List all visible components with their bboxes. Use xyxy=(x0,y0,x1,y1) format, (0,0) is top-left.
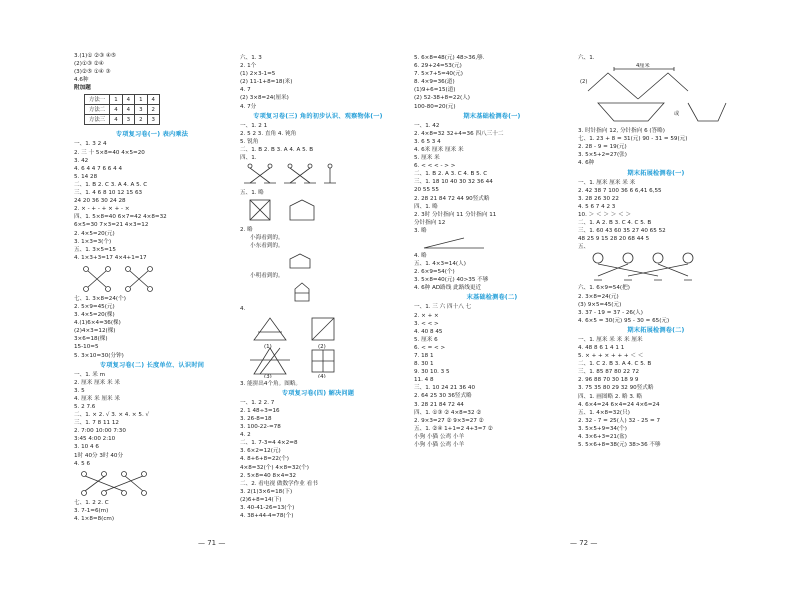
answer-line: 100-80=20(元) xyxy=(414,103,456,110)
addon-title: 附加题 xyxy=(74,85,91,92)
answer-line: 20 55 55 xyxy=(414,187,439,194)
answer-line: 二、1. B 2. A 3. C 4. B 5. C xyxy=(414,171,488,178)
answer-line: (2)4×3=12(棵) xyxy=(74,328,116,335)
house-figure xyxy=(240,252,350,270)
answer-line: 三、1. 10 24 21 36 40 xyxy=(414,385,476,392)
route-figure xyxy=(414,236,514,250)
answer-line: 3. 28 21 84 72 44 xyxy=(414,401,464,408)
answer-line: 2. 4×5=20(元) xyxy=(74,230,115,237)
answer-line: 24 20 36 30 24 28 xyxy=(74,198,126,205)
answer-line: 4. 5 6 xyxy=(74,460,91,467)
answer-line: 2. 1个 xyxy=(240,63,257,70)
answer-line: 一、1. 厘米 厘米 米 米 xyxy=(578,179,636,186)
method-table xyxy=(84,94,160,125)
figure-label: (3) xyxy=(264,373,272,378)
answer-line: 4. 6×4=24 6×4=24 4×6=24 xyxy=(578,401,660,408)
answer-line: 3. 1×3=3(个) xyxy=(74,238,112,245)
answer-line: 4. 48 8 6 1 4 1 1 xyxy=(578,344,625,351)
answer-line: 3. 75 35 80 29 32 90竖式略 xyxy=(578,385,654,392)
section-title: 专项复习卷(二) 长度单位、认识时间 xyxy=(99,361,205,369)
page-number: — 72 — xyxy=(570,539,598,547)
answer-line: 4. 2 xyxy=(240,432,251,439)
answer-line: 五、1. 4×8=32(只) xyxy=(578,409,630,416)
answer-line: 一、1. 厘米 米 米 米 厘米 xyxy=(578,336,643,343)
ruler-label: 4厘米 xyxy=(636,63,650,70)
answer-line: 8. 30 1 xyxy=(414,361,434,368)
answer-line: 二、2. 看电视 做数学作业 看书 xyxy=(240,480,318,487)
section-title: 专项复习卷(四) 解决问题 xyxy=(281,389,355,397)
answer-line: 四、1. xyxy=(240,155,257,162)
geometry-figure xyxy=(240,314,360,378)
answer-line: 一、1. 3 2 4 xyxy=(74,141,107,148)
answer-line: 4. 7 xyxy=(240,87,251,94)
answer-line: 2. 三 十 5×8=40 4×5=20 xyxy=(74,149,145,156)
answer-line: (1) 2×3-1=5 xyxy=(240,71,276,78)
answer-line: 3. 略 xyxy=(414,227,427,234)
answer-line: 2. 96 88 70 30 18 9 9 xyxy=(578,377,639,384)
answer-line: 2. 9×3=27 ② 9×3=27 ② xyxy=(414,417,484,424)
section-title: 期末拓展检测卷(二) xyxy=(627,326,685,334)
answer-line: 3. 26-8=18 xyxy=(240,415,272,422)
answer-line: 4. 6种 AD路线 此路线更近 xyxy=(414,285,482,292)
answer-line: 四、1. ①③ ② 4×8=32 ② xyxy=(414,409,482,416)
answer-line: 七、1. 3×8=24(个) xyxy=(74,295,126,302)
answer-line: 小狗 小猫 公鸡 小羊 xyxy=(414,433,465,440)
answer-line: 2. 3×8=24(元) xyxy=(578,293,619,300)
answer-line: 4. 3×6+3=21(盆) xyxy=(578,434,627,440)
answer-line: (2)①③ ②④ xyxy=(74,61,104,68)
answer-line: 五、1. 4×3=14(人) xyxy=(414,261,466,268)
answer-line: 2. 厘米 厘米 米 米 xyxy=(74,379,121,386)
answer-line: 3. 100-22-=78 xyxy=(240,424,281,431)
answer-line: 5. 5×6+8=38(元) 38>36 不够 xyxy=(578,442,661,449)
answer-line: 2. 略 xyxy=(240,227,253,234)
answer-line: 3:45 4:00 2:10 xyxy=(74,436,116,443)
answer-line: 5. 2 7.6 xyxy=(74,404,96,410)
answer-line: 3. 5×8=40(元) 40>35 不够 xyxy=(414,277,489,284)
answer-line: 4. 略 xyxy=(414,252,427,259)
table-row: 方法一 1 4 1 4 xyxy=(85,95,160,105)
answer-line: 四、1. 略 xyxy=(414,203,438,210)
answer-line: 6. < = < > xyxy=(414,344,446,351)
answer-line: 6. 29+24=53(元) xyxy=(414,63,462,70)
answer-line: 1时 40分 3时 40分 xyxy=(74,452,124,459)
answer-line: 小狗 小猫 公鸡 小羊 xyxy=(414,442,465,449)
answer-line: 3. 2(1)3×6=18(下) xyxy=(240,488,293,495)
answer-line: 4.6种 xyxy=(74,77,89,84)
answer-line: 2. 3时 分针指向 11 分针指向 11 xyxy=(414,211,497,218)
answer-line: 48 25 9 15 28 20 68 44 5 xyxy=(578,236,650,243)
page71-col1 xyxy=(74,52,230,523)
answer-line: 11. 4 8 xyxy=(414,377,434,384)
view-label: 小明看到的。 xyxy=(250,272,284,279)
answer-line: 3. 10 4 6 xyxy=(74,444,99,451)
section-title: 末基础检测卷(二) xyxy=(466,294,518,302)
answer-line: 4. xyxy=(240,305,246,312)
answer-line: 3. 4×5=20(棵) xyxy=(74,312,115,319)
answer-line: 4. 7分 xyxy=(240,103,257,110)
answer-line: 3. 能拼出4个角。图略。 xyxy=(240,380,302,387)
answer-line: 2. 1 48÷3=16 xyxy=(240,407,280,414)
answer-line: (2)6+8=14(下) xyxy=(240,496,282,503)
answer-line: 2. 42 38 7 100 36 6 6,41 6,55 xyxy=(578,187,662,194)
answer-line: 6×5=30 7×3=21 4×3=12 xyxy=(74,222,149,229)
answer-line: 10. ＞ ＜ ＞ ＞ ＜ ＞ xyxy=(578,211,632,218)
answer-line: 4. 5 6 7 4 2 3 xyxy=(578,203,616,210)
clock-matching-figure xyxy=(74,469,174,497)
answer-line: 五、1. 略 xyxy=(240,190,264,197)
answer-line: 四、1. 画图略 2. 略 3. 略 xyxy=(578,393,643,400)
answer-line: 一、1. 米 m xyxy=(74,371,106,378)
angle-matching-figure xyxy=(240,163,350,187)
answer-line: 3.(1)① ②③ ④⑤ xyxy=(74,53,116,59)
answer-line: 三、1. 60 43 60 35 27 40 65 52 xyxy=(578,228,666,235)
answer-line: (3) 9×5=45(元) xyxy=(578,301,622,308)
answer-line: 6. < < < - > > xyxy=(414,163,456,170)
answer-line: 15-10=5 xyxy=(74,344,99,351)
answer-line: 2. 32 - 7 = 25(人) 32 - 25 = 7 xyxy=(578,417,661,424)
answer-line: 3. 28 26 30 22 xyxy=(578,195,619,202)
answer-line: 六、1. xyxy=(578,55,595,61)
answer-line: 3. < < > xyxy=(414,320,439,327)
page-number: — 71 — xyxy=(198,539,226,547)
answer-line: 2. 28 21 84 72 44 90竖式略 xyxy=(414,195,490,202)
answer-line: 三、1. 7 8 11 12 xyxy=(74,420,119,427)
figure-label: (2) xyxy=(318,343,326,350)
answer-line: 3. 6×2=12(元) xyxy=(240,448,281,455)
answer-line: 7. 5×7+5=40(元) xyxy=(414,71,463,78)
answer-line: 2. 6×9=54(个) xyxy=(414,269,455,276)
answer-line: 3. 40-41-26=13(个) xyxy=(240,505,295,511)
answer-line: 三、1. 85 87 80 22 72 xyxy=(578,369,640,376)
answer-line: 七、1. 2 2. C xyxy=(74,499,109,506)
answer-line: 3. 时针指向 12, 分针指向 6 (答略) xyxy=(578,128,665,135)
answer-line: 四、1. 5×8=40 6×7=42 4×8=32 xyxy=(74,214,167,221)
box-figure xyxy=(240,281,350,303)
answer-line: 2. 4×8=32 32+4=36 四八三十二 xyxy=(414,130,504,137)
answer-line: 3. 5×5+9=34(个) xyxy=(578,425,627,432)
answer-line: 4. 6米 厘米 厘米 米 xyxy=(414,146,464,153)
answer-line: 5. 3×10=30(分钟) xyxy=(74,352,124,359)
answer-line: 一、1. 三 六 四十八 七 xyxy=(414,304,472,311)
answer-line: (3)②⑤ ①④ ③ xyxy=(74,69,111,76)
answer-line: 3. 7-1=6(m) xyxy=(74,507,109,514)
page-72 xyxy=(400,0,800,592)
page71-col2 xyxy=(240,54,396,520)
answer-line: 9. 30 10. 3 5 xyxy=(414,369,450,376)
table-row: 方法二 4 4 3 2 xyxy=(85,105,160,115)
answer-line: 二、1. C 2. B 3. A 4. C 5. B xyxy=(578,361,652,368)
answer-line: 五、1. ②④ 1+1=2 4+3=7 ② xyxy=(414,425,493,432)
answer-line: 4. 厘米 米 厘米 米 xyxy=(74,395,121,402)
figure-label: 或 xyxy=(674,111,680,118)
answer-line: 5. 6×8=48(元) 48>36,够. xyxy=(414,55,485,61)
answer-line: 3. 5 xyxy=(74,387,85,394)
answer-line: 4. 8+6+8=22(个) xyxy=(240,456,289,463)
page72-col2 xyxy=(578,54,734,449)
answer-line: 二、1. 7-3=4 4×2=8 xyxy=(240,440,298,447)
answer-line: 5. × + + × + + + ＜ ＜ xyxy=(578,353,644,360)
answer-line: 2. 7:00 10:00 7:30 xyxy=(74,428,126,435)
answer-line: 六、1. 6×9=54(把) xyxy=(578,285,630,292)
answer-line: 六、1. 3 xyxy=(240,55,262,61)
answer-line: 3. 42 xyxy=(74,157,89,164)
view-label: 小海看到的。 xyxy=(250,235,284,242)
answer-line: 7. 18 1 xyxy=(414,353,434,359)
section-title: 专项复习卷(三) 角的初步认识、观察物体(一) xyxy=(253,112,383,120)
answer-line: 8. 4×9=36(道) xyxy=(414,79,455,86)
page72-col1 xyxy=(414,54,570,449)
answer-line: 4. 38+44-4=78(个) xyxy=(240,513,294,520)
answer-line: (2) 3×8=24(厘米) xyxy=(240,95,289,102)
answer-line: (2) 52-38+8=22(人) xyxy=(414,95,470,102)
answer-line: 2. × - + - + × + - × xyxy=(74,206,130,213)
answer-line: 5. 厘米 6 xyxy=(414,336,438,343)
answer-line: 一、1. 42 xyxy=(414,122,440,129)
answer-line: 3. 37 - 19 = 37 - 26(人) xyxy=(578,309,643,316)
answer-line: 5. 厘米 米 xyxy=(414,155,440,162)
answer-line: 4. 6×5 = 30(元) 95 - 30 = 65(元) xyxy=(578,317,670,324)
section-title: 期末拓展检测卷(一) xyxy=(627,169,685,177)
answer-line: (1)9+6=15(道) xyxy=(414,87,456,94)
answer-line: 二、1. A 2. B 3. C 4. C 5. B xyxy=(578,220,652,227)
answer-line: 5. 锐角 xyxy=(240,138,259,145)
answer-line: 2. 5×8=40 8×4=32 xyxy=(240,472,297,479)
answer-line: 2. 28 - 9 = 19(元) xyxy=(578,144,627,151)
answer-line: 二、1. B 2. C 3. A 4. A 5. C xyxy=(74,181,148,188)
answer-line: 3. 6 5 3 4 xyxy=(414,138,441,145)
view-label: 小东看到的。 xyxy=(250,243,284,250)
answer-line: 5. 14 28 xyxy=(74,173,98,180)
answer-line: 4. 6种 xyxy=(578,160,595,167)
answer-line: 七、1. 23 + 8 = 31(元) 90 - 31 = 59(元) xyxy=(578,136,688,143)
answer-line: 2. × + × xyxy=(414,312,439,319)
answer-line: 4.(1)6×4=36(棵) xyxy=(74,320,121,327)
answer-line: 分针指向 12 xyxy=(414,219,446,226)
answer-line: 一、1. 2 2. 7 xyxy=(240,399,275,406)
shape-drawing-figure xyxy=(578,63,728,125)
table-row: 方法三 4 3 2 3 xyxy=(85,115,160,125)
answer-line: 三、1. 4 6 8 10 12 15 63 xyxy=(74,190,143,197)
object-matching-figure xyxy=(578,252,728,282)
answer-line: 2. 64 25 30 36竖式略 xyxy=(414,393,472,400)
answer-line: 二、1. × 2. √ 3. × 4. × 5. √ xyxy=(74,412,150,419)
answer-line: 3×6=18(棵) xyxy=(74,336,108,343)
answer-line: 4. 1×3+3=17 4×4+1=17 xyxy=(74,254,147,261)
answer-line: 4. 6 4 4 7 6 6 4 4 xyxy=(74,165,123,172)
answer-line: 4. 1×8=8(cm) xyxy=(74,515,115,522)
answer-line: 一、1. 2 1 xyxy=(240,122,268,129)
cross-matching-figure xyxy=(74,263,174,293)
answer-line: 4. 40 8 45 xyxy=(414,328,443,335)
answer-line: 三、1. 18 10 40 30 32 36 44 xyxy=(414,179,493,186)
answer-line: 五、 xyxy=(578,244,590,251)
section-title: 期末基础检测卷(一) xyxy=(463,112,521,120)
view-shape-figure xyxy=(240,198,350,224)
answer-line: 4×8=32(个) 4×8=32(个) xyxy=(240,464,309,471)
section-title: 专项复习卷(一) 表内乘法 xyxy=(115,131,189,139)
answer-line: 2. 5 2 3. 直角 4. 钝角 xyxy=(240,130,297,137)
figure-label: (4) xyxy=(318,373,326,378)
figure-label: (1) xyxy=(264,343,272,350)
answer-line: 二、1. B 2. B 3. A 4. A 5. B xyxy=(240,146,314,153)
answer-line: 3. 5×5+2=27(张) xyxy=(578,152,627,159)
answer-line: (2) 11-1+8=18(米) xyxy=(240,79,293,86)
answer-line: 五、1. 3×5=15 xyxy=(74,246,116,253)
figure-label: (2) xyxy=(580,79,588,86)
answer-line: 2. 5×9=45(元) xyxy=(74,303,115,310)
